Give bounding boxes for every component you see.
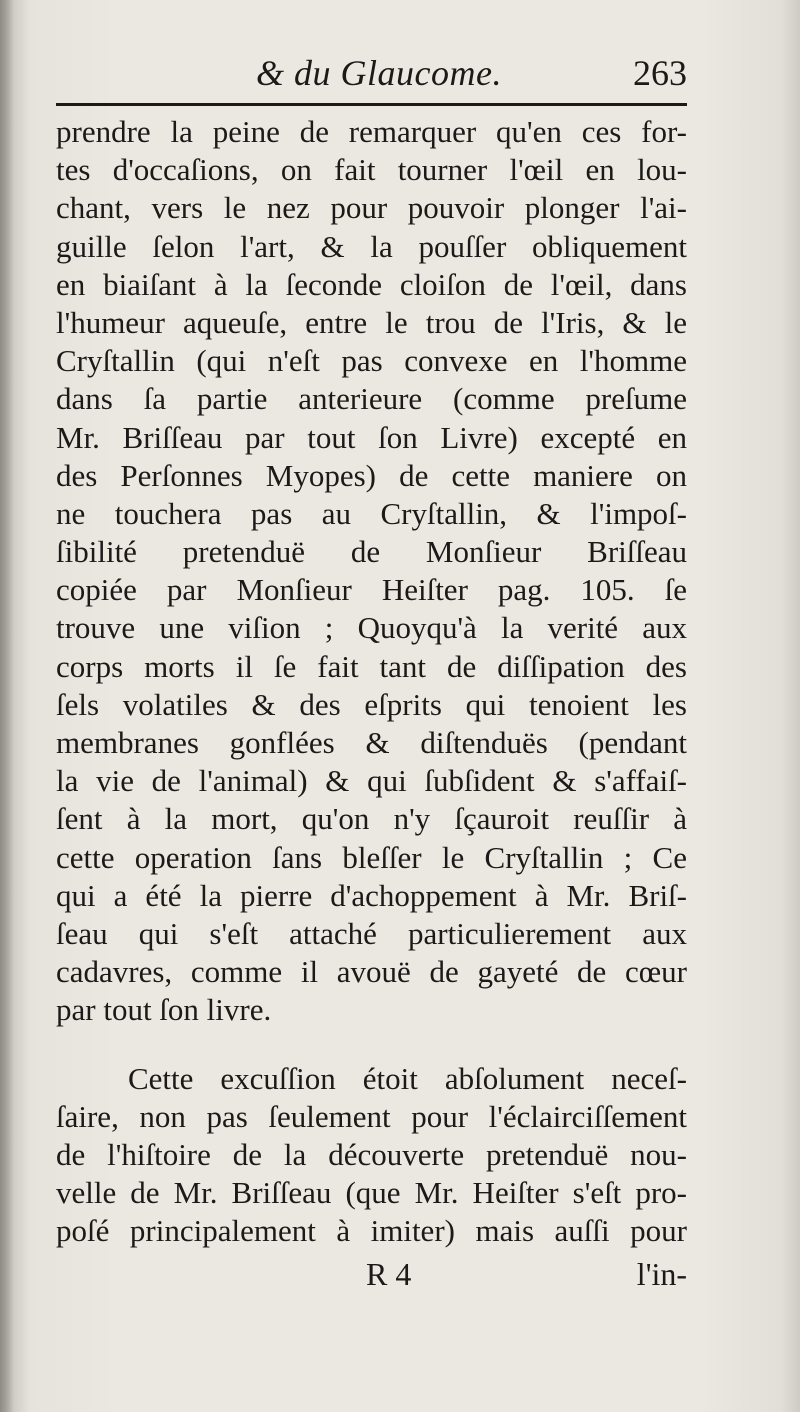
running-head xyxy=(56,52,687,102)
header-rule xyxy=(56,103,687,106)
catchword: l'in- xyxy=(636,1256,687,1292)
text-line: ſent à la mort, qu'on n'y ſçauroit reuſſir à xyxy=(56,801,687,837)
text-line: guille ſelon l'art, & la pouſſer obliquement xyxy=(56,228,687,264)
text-line: velle de Mr. Briſſeau (que Mr. Heiſter s'eſt pro- xyxy=(56,1175,687,1211)
text-line: poſé principalement à imiter) mais auſſi pour xyxy=(56,1213,687,1249)
text-line: de l'hiſtoire de la découverte pretenduë nou- xyxy=(56,1136,687,1172)
text-line: dans ſa partie anterieure (comme preſume xyxy=(56,381,687,417)
text-line: chant, vers le nez pour pouvoir plonger l'ai- xyxy=(56,190,687,226)
text-line: tes d'occaſions, on fait tourner l'œil en lou- xyxy=(56,152,687,188)
text-line: qui a été la pierre d'achoppement à Mr. Briſ- xyxy=(56,877,687,913)
text-line: la vie de l'animal) & qui ſubſident & s'affaiſ- xyxy=(56,763,687,799)
text-line: membranes gonflées & diſtenduës (pendant xyxy=(56,725,687,760)
text-line: ne touchera pas au Cryſtallin, & l'impoſ- xyxy=(56,495,687,531)
text-line: par tout ſon livre. xyxy=(56,992,272,1028)
text-line: cette operation ſans bleſſer le Cryſtallin ; Ce xyxy=(56,839,687,875)
text-line: Mr. Briſſeau par tout ſon Livre) excepté en xyxy=(56,419,687,455)
text-line: Cryſtallin (qui n'eſt pas convexe en l'homme xyxy=(56,343,687,379)
text-line: corps morts il ſe fait tant de diſſipation des xyxy=(56,648,687,684)
text-line: ſaire, non pas ſeulement pour l'éclairciſſement xyxy=(56,1098,687,1134)
text-line: ſibilité pretenduë de Monſieur Briſſeau xyxy=(56,534,687,570)
text-line: ſeau qui s'eſt attaché particulierement aux xyxy=(56,915,687,951)
text-line: copiée par Monſieur Heiſter pag. 105. ſe xyxy=(56,572,687,608)
text-line: ſels volatiles & des eſprits qui tenoient les xyxy=(56,686,687,722)
text-line: l'humeur aqueuſe, entre le trou de l'Iris, & le xyxy=(56,304,687,340)
page-number: 263 xyxy=(633,53,687,93)
text-line: des Perſonnes Myopes) de cette maniere on xyxy=(56,457,687,493)
paragraph-2 xyxy=(56,1060,687,1251)
body-text xyxy=(56,113,687,1250)
paragraph-gap xyxy=(56,1030,687,1060)
gutter-shadow xyxy=(0,0,14,1412)
text-line: trouve une viſion ; Quoyqu'à la verité aux xyxy=(56,610,687,646)
paragraph-1 xyxy=(56,113,687,1030)
text-line: prendre la peine de remarquer qu'en ces for- xyxy=(56,114,687,149)
running-title: & du Glaucome. xyxy=(256,53,502,93)
text-line: Cette excuſſion étoit abſolument neceſ- xyxy=(128,1060,687,1096)
signature-mark: R 4 xyxy=(366,1256,412,1292)
text-line: en biaiſant à la ſeconde cloiſon de l'œil, dans xyxy=(56,266,687,302)
text-line: cadavres, comme il avouë de gayeté de cœur xyxy=(56,954,687,990)
